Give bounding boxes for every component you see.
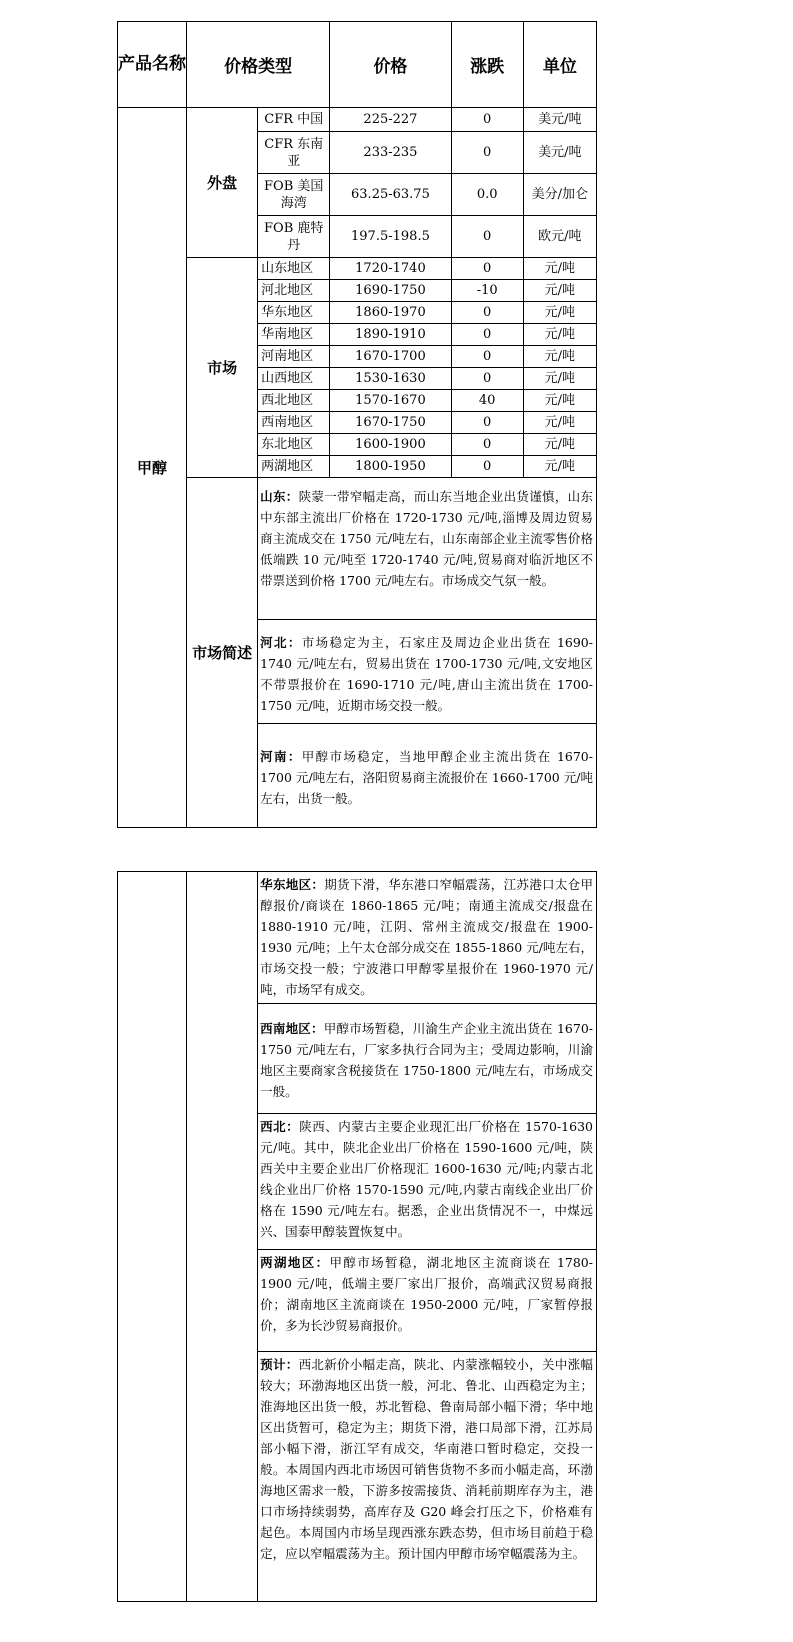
change-value: 0.0	[451, 174, 523, 216]
change-value: 0	[451, 108, 523, 132]
price-type-name: CFR 东南亚	[258, 132, 330, 174]
price-value: 225-227	[330, 108, 451, 132]
summary-title: 预计：	[260, 1357, 299, 1372]
unit-value: 元/吨	[523, 302, 596, 324]
summary-text: 西北新价小幅走高，陕北、内蒙涨幅较小，关中涨幅较大；环渤海地区出货一般，河北、鲁北、山西稳定为主；淮海地区出货一般，苏北暂稳、鲁南局部小幅下滑；华中地区出货暂可，稳定为主；期货下滑，港口局部下滑，江苏局部小幅下滑，浙江罕有成交，华南港口暂时稳定，交投一般。本周国内西北市场因可销售货物不多而小幅走高，环渤海地区需求一般，下游多按需接货、消耗前期库存为主，港口市场持续弱势，高库存及 G20 峰会打压之下，价格难有起色。本周国内市场呈现西涨东跌态势，但市场目前趋于稳定，应以窄幅震荡为主。预计国内甲醇市场窄幅震荡为主。	[260, 1357, 593, 1561]
summary-henan	[258, 724, 597, 828]
region-name: 西南地区	[258, 412, 330, 434]
unit-value: 元/吨	[523, 368, 596, 390]
price-value: 1670-1750	[330, 412, 451, 434]
product-name: 甲醇	[118, 108, 187, 828]
unit-value: 美元/吨	[523, 132, 596, 174]
change-value: 0	[451, 456, 523, 478]
group-external: 外盘	[187, 108, 258, 258]
summary-shandong	[258, 478, 597, 620]
summary-row	[118, 478, 597, 620]
summary-row	[118, 872, 597, 1004]
header-change: 涨跌	[451, 22, 523, 108]
unit-value: 欧元/吨	[523, 216, 596, 258]
price-value: 1890-1910	[330, 324, 451, 346]
price-value: 1690-1750	[330, 280, 451, 302]
summary-forecast	[258, 1352, 597, 1602]
change-value: 0	[451, 434, 523, 456]
summary-title: 西北：	[260, 1119, 300, 1134]
price-value: 1570-1670	[330, 390, 451, 412]
empty-group-cell	[187, 872, 258, 1602]
summary-xinan	[258, 1004, 597, 1114]
summary-title: 华东地区：	[260, 877, 325, 892]
group-summary: 市场简述	[187, 478, 258, 828]
header-row	[118, 22, 597, 108]
region-name: 两湖地区	[258, 456, 330, 478]
summary-text: 甲醇市场稳定，当地甲醇企业主流出货在 1670-1700 元/吨左右，洛阳贸易商主流报价在 1660-1700 元/吨左右，出货一般。	[260, 749, 593, 806]
change-value: 0	[451, 412, 523, 434]
price-type-name: CFR 中国	[258, 108, 330, 132]
summary-text: 甲醇市场暂稳，湖北地区主流商谈在 1780-1900 元/吨，低端主要厂家出厂报价，高端武汉贸易商报价；湖南地区主流商谈在 1950-2000 元/吨，厂家暂停报价，多为长沙贸易商报价。	[260, 1255, 593, 1333]
summary-title: 西南地区：	[260, 1021, 324, 1036]
change-value: 0	[451, 324, 523, 346]
price-value: 1530-1630	[330, 368, 451, 390]
region-name: 河南地区	[258, 346, 330, 368]
summary-xibei	[258, 1114, 597, 1250]
table-row	[118, 108, 597, 132]
price-table	[117, 21, 597, 828]
unit-value: 元/吨	[523, 434, 596, 456]
group-market: 市场	[187, 258, 258, 478]
unit-value: 元/吨	[523, 456, 596, 478]
unit-value: 元/吨	[523, 346, 596, 368]
region-name: 山西地区	[258, 368, 330, 390]
header-price: 价格	[330, 22, 451, 108]
change-value: 0	[451, 346, 523, 368]
unit-value: 美分/加仑	[523, 174, 596, 216]
summary-title: 河南：	[260, 749, 302, 764]
price-value: 1800-1950	[330, 456, 451, 478]
summary-huadong	[258, 872, 597, 1004]
summary-title: 山东：	[260, 489, 299, 504]
summary-text: 市场稳定为主，石家庄及周边企业出货在 1690-1740 元/吨左右，贸易出货在 1700-1730 元/吨,文安地区不带票报价在 1690-1710 元/吨,唐山主流出货在 1700-1750 元/吨，近期市场交投一般。	[260, 635, 593, 713]
table-row	[118, 258, 597, 280]
price-value: 1600-1900	[330, 434, 451, 456]
unit-value: 元/吨	[523, 280, 596, 302]
unit-value: 元/吨	[523, 258, 596, 280]
change-value: -10	[451, 280, 523, 302]
price-value: 233-235	[330, 132, 451, 174]
summary-title: 两湖地区：	[260, 1255, 330, 1270]
unit-value: 元/吨	[523, 412, 596, 434]
change-value: 0	[451, 368, 523, 390]
change-value: 40	[451, 390, 523, 412]
change-value: 0	[451, 132, 523, 174]
region-name: 华东地区	[258, 302, 330, 324]
header-unit: 单位	[523, 22, 596, 108]
price-value: 63.25-63.75	[330, 174, 451, 216]
price-value: 197.5-198.5	[330, 216, 451, 258]
summary-text: 甲醇市场暂稳，川渝生产企业主流出货在 1670-1750 元/吨左右，厂家多执行合同为主；受周边影响，川渝地区主要商家含税接货在 1750-1800 元/吨左右，市场成交一般。	[260, 1021, 593, 1099]
summary-table	[117, 871, 597, 1602]
unit-value: 元/吨	[523, 390, 596, 412]
region-name: 河北地区	[258, 280, 330, 302]
summary-text: 陕蒙一带窄幅走高，而山东当地企业出货谨慎，山东中东部主流出厂价格在 1720-1730 元/吨,淄博及周边贸易商主流成交在 1750 元/吨左右，山东南部企业主流零售价格低端跌 10 元/吨至 1720-1740 元/吨,贸易商对临沂地区不带票送到价格 1700 元/吨左右。市场成交气氛一般。	[260, 489, 593, 588]
summary-title: 河北：	[260, 635, 302, 650]
price-value: 1860-1970	[330, 302, 451, 324]
header-price-type: 价格类型	[187, 22, 330, 108]
region-name: 华南地区	[258, 324, 330, 346]
change-value: 0	[451, 258, 523, 280]
change-value: 0	[451, 302, 523, 324]
change-value: 0	[451, 216, 523, 258]
region-name: 东北地区	[258, 434, 330, 456]
price-value: 1720-1740	[330, 258, 451, 280]
summary-lianghu	[258, 1250, 597, 1352]
header-product: 产品名称	[118, 22, 187, 108]
summary-text: 陕西、内蒙古主要企业现汇出厂价格在 1570-1630 元/吨。其中，陕北企业出厂价格在 1590-1600 元/吨，陕西关中主要企业出厂价格现汇 1600-1630 元/吨;内蒙古北线企业出厂价格 1570-1590 元/吨,内蒙古南线企业出厂价格在 1590 元/吨左右。据悉，企业出货情况不一，中煤远兴、国泰甲醇装置恢复中。	[260, 1119, 593, 1239]
region-name: 西北地区	[258, 390, 330, 412]
price-type-name: FOB 鹿特丹	[258, 216, 330, 258]
unit-value: 美元/吨	[523, 108, 596, 132]
empty-product-cell	[118, 872, 187, 1602]
region-name: 山东地区	[258, 258, 330, 280]
price-type-name: FOB 美国海湾	[258, 174, 330, 216]
summary-text: 期货下滑，华东港口窄幅震荡，江苏港口太仓甲醇报价/商谈在 1860-1865 元/吨；南通主流成交/报盘在 1880-1910 元/吨，江阴、常州主流成交/报盘在 1900-1930 元/吨；上午太仓部分成交在 1855-1860 元/吨左右，市场交投一般；宁波港口甲醇零星报价在 1960-1970 元/吨，市场罕有成交。	[260, 877, 593, 997]
unit-value: 元/吨	[523, 324, 596, 346]
summary-hebei	[258, 620, 597, 724]
price-value: 1670-1700	[330, 346, 451, 368]
